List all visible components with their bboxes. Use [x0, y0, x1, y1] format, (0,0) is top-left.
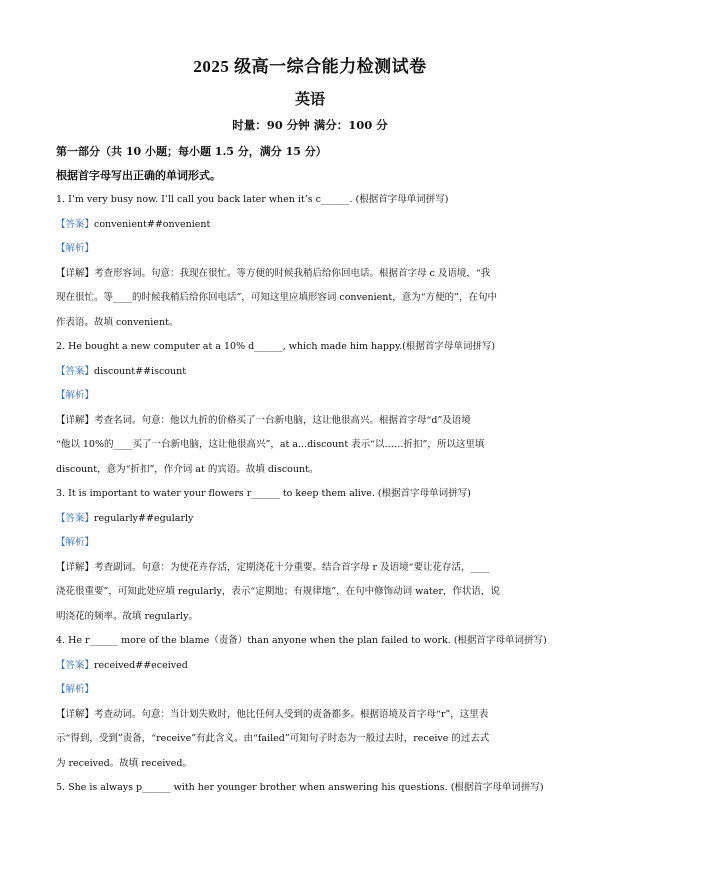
- detail-label: 【详解】: [56, 267, 95, 279]
- answer-line: [56, 360, 576, 385]
- detail-line: 现在很忙。等____的时候我稍后给你回电话”，可知这里应填形容词 convenient，意为“方便的”，在句中: [56, 292, 497, 303]
- answer-value: convenient##onvenient: [94, 218, 211, 230]
- answer-label: 【答案】: [56, 659, 95, 671]
- detail-line: 示“得到，受到”责备，“receive”有此含义。由“failed”可知句子时态为一般过去时，receive 的过去式: [56, 733, 490, 744]
- answer-line: [56, 213, 576, 238]
- exam-subject: 英语: [294, 90, 325, 108]
- analysis-label-line: [56, 678, 576, 703]
- detail-line: [56, 262, 576, 287]
- analysis-label: 【解析】: [56, 684, 95, 695]
- section-instruction: 根据首字母写出正确的单词形式。: [56, 169, 221, 182]
- detail-text: 考查名词。句意：他以九折的价格买了一台新电脑，这让他很高兴。根据首字母“d”及语境: [94, 414, 471, 426]
- detail-line: 浇花很重要”，可知此处应填 regularly，表示“定期地；有规律地”，在句中修饰动词 water，作状语，说: [56, 586, 500, 597]
- detail-line: 明浇花的频率。故填 regularly。: [56, 610, 199, 622]
- detail-text: 考查副词。句意：为使花卉存活，定期浇花十分重要。结合首字母 r 及语境“要让花存活，____: [94, 561, 490, 573]
- answer-label: 【答案】: [56, 365, 95, 377]
- detail-text: 考查动词。句意：当计划失败时，他比任何人受到的责备都多。根据语境及首字母“r”，这里表: [94, 708, 489, 720]
- answer-value: discount##iscount: [94, 365, 187, 377]
- exam-title: 2025 级高一综合能力检测试卷: [193, 57, 427, 76]
- detail-line: “他以 10%的____买了一台新电脑，这让他很高兴”，at a...discount 表示“以……折扣”，所以这里填: [56, 439, 485, 450]
- detail-line: [56, 409, 576, 434]
- answer-label: 【答案】: [56, 512, 95, 524]
- answer-label: 【答案】: [56, 218, 95, 230]
- detail-line: [56, 556, 576, 581]
- detail-line: 作表语。故填 convenient。: [56, 316, 179, 328]
- detail-line: 为 received。故填 received。: [56, 757, 192, 769]
- analysis-label-line: [56, 237, 576, 262]
- detail-line: [56, 703, 576, 728]
- answer-value: received##eceived: [94, 659, 188, 671]
- detail-text: 考查形容词。句意：我现在很忙。等方便的时候我稍后给你回电话。根据首字母 c 及语境，“我: [94, 267, 491, 279]
- question-text: 1. I’m very busy now. I’ll call you back later when it’s c______. (根据首字母单词拼写): [56, 194, 449, 205]
- analysis-label-line: [56, 531, 576, 556]
- analysis-label: 【解析】: [56, 537, 95, 548]
- analysis-label: 【解析】: [56, 243, 95, 254]
- question-text: 2. He bought a new computer at a 10% d______, which made him happy.(根据首字母单词拼写): [56, 341, 496, 352]
- analysis-label: 【解析】: [56, 390, 95, 401]
- answer-line: [56, 507, 576, 532]
- detail-label: 【详解】: [56, 561, 95, 573]
- question-text: 4. He r______ more of the blame（责备）than anyone when the plan failed to work. (根据首字母单词拼写): [56, 635, 547, 646]
- answer-value: regularly##egularly: [94, 512, 194, 524]
- detail-label: 【详解】: [56, 414, 95, 426]
- detail-label: 【详解】: [56, 708, 95, 720]
- document-body: [56, 140, 576, 801]
- question-text: 3. It is important to water your flowers r______ to keep them alive. (根据首字母单词拼写): [56, 488, 471, 499]
- section-heading: 第一部分（共 10 小题；每小题 1.5 分，满分 15 分）: [56, 145, 327, 158]
- analysis-label-line: [56, 384, 576, 409]
- exam-meta: 时量：90 分钟 满分：100 分: [232, 118, 388, 132]
- question-text: 5. She is always p______ with her younger brother when answering his questions. (根据首字母单词拼写): [56, 782, 544, 793]
- detail-line: discount，意为“折扣”，作介词 at 的宾语。故填 discount。: [56, 463, 319, 475]
- answer-line: [56, 654, 576, 679]
